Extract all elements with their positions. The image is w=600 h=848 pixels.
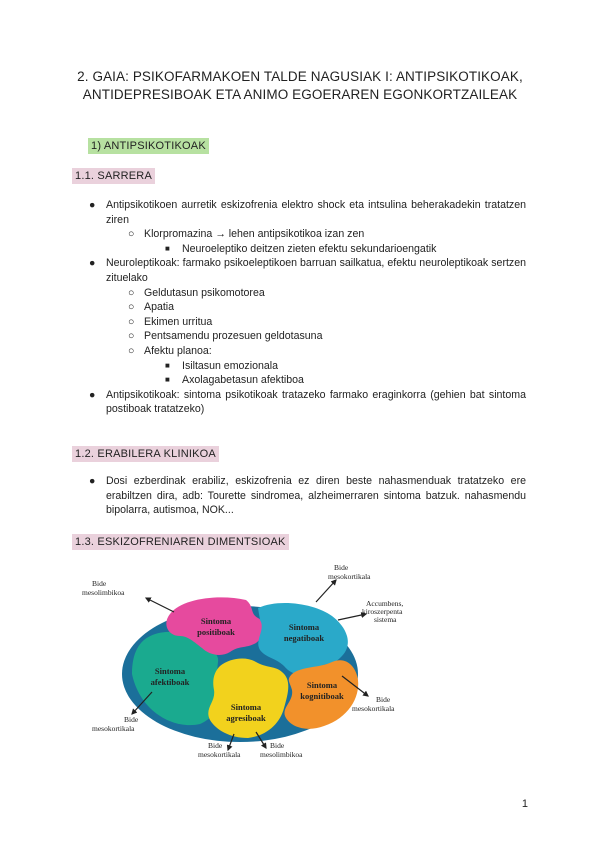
erabilera-list <box>72 474 526 518</box>
square-bullet-icon: ■ <box>165 360 170 370</box>
bullet-icon: ● <box>89 475 96 487</box>
positive-label-line2: positiboak <box>197 627 235 637</box>
label-accumbens-line1: Accumbens, <box>366 599 404 608</box>
label-mesolimbic-bottom-line1: Bide <box>270 741 285 750</box>
circle-bullet-icon: ○ <box>128 228 135 241</box>
subsection-heading-erabilera-klinikoa: 1.2. ERABILERA KLINIKOA <box>72 446 219 462</box>
svg-text:Bidemesolimbikoa <box>82 579 125 597</box>
svg-text:Accumbens,kiroszerpentasistema <box>362 599 403 624</box>
square-bullet-icon: ■ <box>165 243 170 253</box>
affective-label-line1: Sintoma <box>154 666 186 676</box>
label-mesolimbic-bottom-line2: mesolimbikoa <box>260 750 303 759</box>
list-item: ■ Axolagabetasun afektiboa <box>165 374 304 387</box>
page-number: 1 <box>521 798 528 810</box>
bullet-icon: ● <box>89 199 96 211</box>
aggressive-label-line2: agresiboak <box>226 713 266 723</box>
svg-text:Sintomaafektiboak <box>151 666 190 687</box>
label-mesocortical-left-line2: mesokortikala <box>92 724 135 733</box>
list-item: ○ Pentsamendu prozesuen geldotasuna <box>128 330 323 343</box>
list-item: ○ Apatia <box>128 301 175 314</box>
svg-text:Sintomaagresiboak <box>226 702 266 723</box>
list-item: ■ Neuroeleptiko deitzen zieten efektu sekundarioengatik <box>165 242 437 255</box>
label-mesolimbic-line2: mesolimbikoa <box>82 588 125 597</box>
section-heading-antipsikotikoak: 1) ANTIPSIKOTIKOAK <box>88 138 209 154</box>
label-mesocortical-top-line2: mesokortikala <box>328 572 371 581</box>
circle-bullet-icon: ○ <box>128 344 135 357</box>
bullet-icon: ● <box>89 388 96 401</box>
cognitive-label-line1: Sintoma <box>306 680 338 690</box>
svg-text:Bidemesolimbikoa <box>260 741 303 759</box>
title-line-1: 2. GAIA: PSIKOFARMAKOEN TALDE NAGUSIAK I: ANTIPSIKOTIKOAK, <box>77 69 523 84</box>
label-mesocortical-bottom-line1: Bide <box>208 741 223 750</box>
positive-label-line1: Sintoma <box>200 616 232 626</box>
list-item: ○ Klorpromazina → lehen antipsikotikoa izan zen <box>128 228 365 241</box>
svg-text:Bidemesokortikala <box>198 741 241 759</box>
label-mesocortical-right-line2: mesokortikala <box>352 704 395 713</box>
subsection-heading-dimentsioak: 1.3. ESKIZOFRENIAREN DIMENTSIOAK <box>72 534 289 550</box>
list-item: ○ Ekimen urritua <box>128 315 213 328</box>
negative-label-line1: Sintoma <box>288 622 320 632</box>
aggressive-label-line1: Sintoma <box>230 702 262 712</box>
schizophrenia-dimensions-diagram <box>70 562 410 777</box>
circle-bullet-icon: ○ <box>128 330 135 343</box>
label-mesocortical-left-line1: Bide <box>124 715 139 724</box>
list-item: ○ Geldutasun psikomotorea <box>128 286 265 299</box>
label-mesocortical-bottom-line2: mesokortikala <box>198 750 241 759</box>
label-accumbens-line3: sistema <box>374 615 397 624</box>
list-item: ○ Afektu planoa: <box>128 344 212 357</box>
subsection-heading-sarrera: 1.1. SARRERA <box>72 168 155 184</box>
document-title <box>60 68 540 104</box>
label-mesocortical-right-line1: Bide <box>376 695 391 704</box>
list-item: ● Neuroleptikoak: farmako psikoeleptikoen barruan sailkatua, efektu neuroleptikoak sertzen zituelako <box>89 257 526 284</box>
svg-text:Sintomanegatiboak <box>284 622 324 643</box>
list-item: ● Dosi ezberdinak erabiliz, eskizofrenia ez diren beste nahasmenduak tratatzeko ere erabiltzen dira, adb: Tourette sindromea, alzheimerraren sintoma batzuk. nahasmendu bipolarra, autismoa, NOK... <box>89 475 526 517</box>
affective-label-line2: afektiboak <box>150 677 190 687</box>
label-mesolimbic-line1: Bide <box>92 579 107 588</box>
cognitive-label-line2: kognitiboak <box>300 691 344 701</box>
bullet-icon: ● <box>89 257 96 270</box>
sarrera-list <box>72 198 526 417</box>
list-item: ● Antipsikotikoen aurretik eskizofrenia elektro shock eta intsulina beherakadekin tratatzen ziren <box>89 199 526 226</box>
svg-text:Bidemesokortikala <box>92 715 139 733</box>
label-mesocortical-top-line1: Bide <box>334 563 349 572</box>
circle-bullet-icon: ○ <box>128 286 135 299</box>
title-line-2: ANTIDEPRESIBOAK ETA ANIMO EGOERAREN EGONKORTZAILEAK <box>82 87 518 102</box>
svg-text:Bidemesokortikala <box>328 563 371 581</box>
negative-label-line2: negatiboak <box>283 633 325 643</box>
svg-text:Bidemesokortikala <box>352 695 395 713</box>
list-item: ■ Isiltasun emozionala <box>165 359 278 372</box>
list-item: ● Antipsikotikoak: sintoma psikotikoak tratazeko farmako eraginkorra (gehien bat sintoma postiboak tratatzeko) <box>89 388 526 416</box>
svg-text:Sintomapositiboak <box>197 616 235 637</box>
label-accumbens-line2: kiroszerpenta <box>362 607 403 616</box>
square-bullet-icon: ■ <box>165 375 170 385</box>
circle-bullet-icon: ○ <box>128 301 135 314</box>
circle-bullet-icon: ○ <box>128 315 135 328</box>
